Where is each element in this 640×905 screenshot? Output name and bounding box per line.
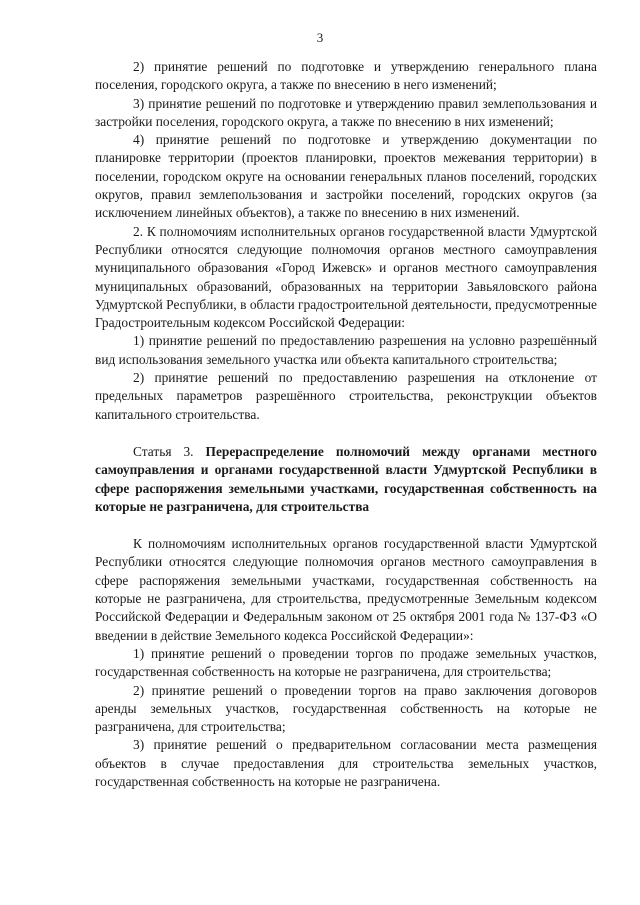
paragraph-item-2-lease-auctions: 2) принятие решений о проведении торгов на право заключения договоров аренды земельных участков, государственная собственность на которые не разграничена, для строительства;: [95, 682, 597, 735]
paragraph-section-2-powers: 2. К полномочиям исполнительных органов государственной власти Удмуртской Республики относятся следующие полномочия органов местного самоуправления муниципального образования «Город Ижевск» и органов местного самоуправления муниципальных образований, образованных на территории Завьяловского района Удмуртской Республики, в области градостроительной деятельности, предусмотренные Градостроительным кодексом Российской Федерации:: [95, 223, 597, 331]
document-body: [95, 58, 597, 791]
paragraph-item-4-territory-planning: 4) принятие решений по подготовке и утверждению документации по планировке территории (проектов планировки, проектов межевания территории) в поселении, городском округе на основании генеральных планов поселений, городских округов, правил землепользования и застройки поселений, городских округов (за исключением линейных объектов), а также по внесению в них изменений.: [95, 132, 597, 221]
paragraph-item-2-deviation-permit: 2) принятие решений по предоставлению разрешения на отклонение от предельных параметров разрешённого строительства, реконструкции объектов капитального строительства.: [95, 370, 597, 422]
article-heading: [95, 443, 597, 516]
spacer: [95, 424, 597, 443]
spacer: [95, 516, 597, 535]
paragraph-item-2-general-plan: 2) принятие решений по подготовке и утверждению генерального плана поселения, городского округа, а также по внесению в него изменений;: [95, 59, 597, 93]
article-title: Перераспределение полномочий между органами местного самоуправления и органами государственной власти Удмуртской Республики в сфере распоряжения земельными участками, государственная собственность на которые не разграничена, для строительства: [95, 443, 597, 514]
paragraph-item-3-site-approval: 3) принятие решений о предварительном согласовании места размещения объектов в случае предоставления для строительства земельных участков, государственная собственность на которые не разграничена.: [95, 737, 597, 789]
paragraph-item-1-conditional-use: 1) принятие решений по предоставлению разрешения на условно разрешённый вид использования земельного участка или объекта капитального строительства;: [95, 333, 597, 367]
paragraph-item-3-land-use-rules: 3) принятие решений по подготовке и утверждению правил землепользования и застройки поселения, городского округа, а также по внесению в них изменений;: [95, 95, 597, 129]
article-label: Статья 3.: [133, 443, 194, 459]
page-number: 3: [316, 30, 324, 45]
paragraph-item-1-sale-auctions: 1) принятие решений о проведении торгов по продаже земельных участков, государственная собственность на которые не разграничена, для строительства;: [95, 645, 597, 680]
paragraph-article-3-intro: К полномочиям исполнительных органов государственной власти Удмуртской Республики относятся следующие полномочия органов местного самоуправления в сфере распоряжения земельными участками, государственная собственность на которые не разграничена, для строительства, предусмотренные Земельным кодексом Российской Федерации и Федеральным законом от 25 октября 2001 года № 137-ФЗ «О введении в действие Земельного кодекса Российской Федерации»:: [95, 536, 597, 643]
